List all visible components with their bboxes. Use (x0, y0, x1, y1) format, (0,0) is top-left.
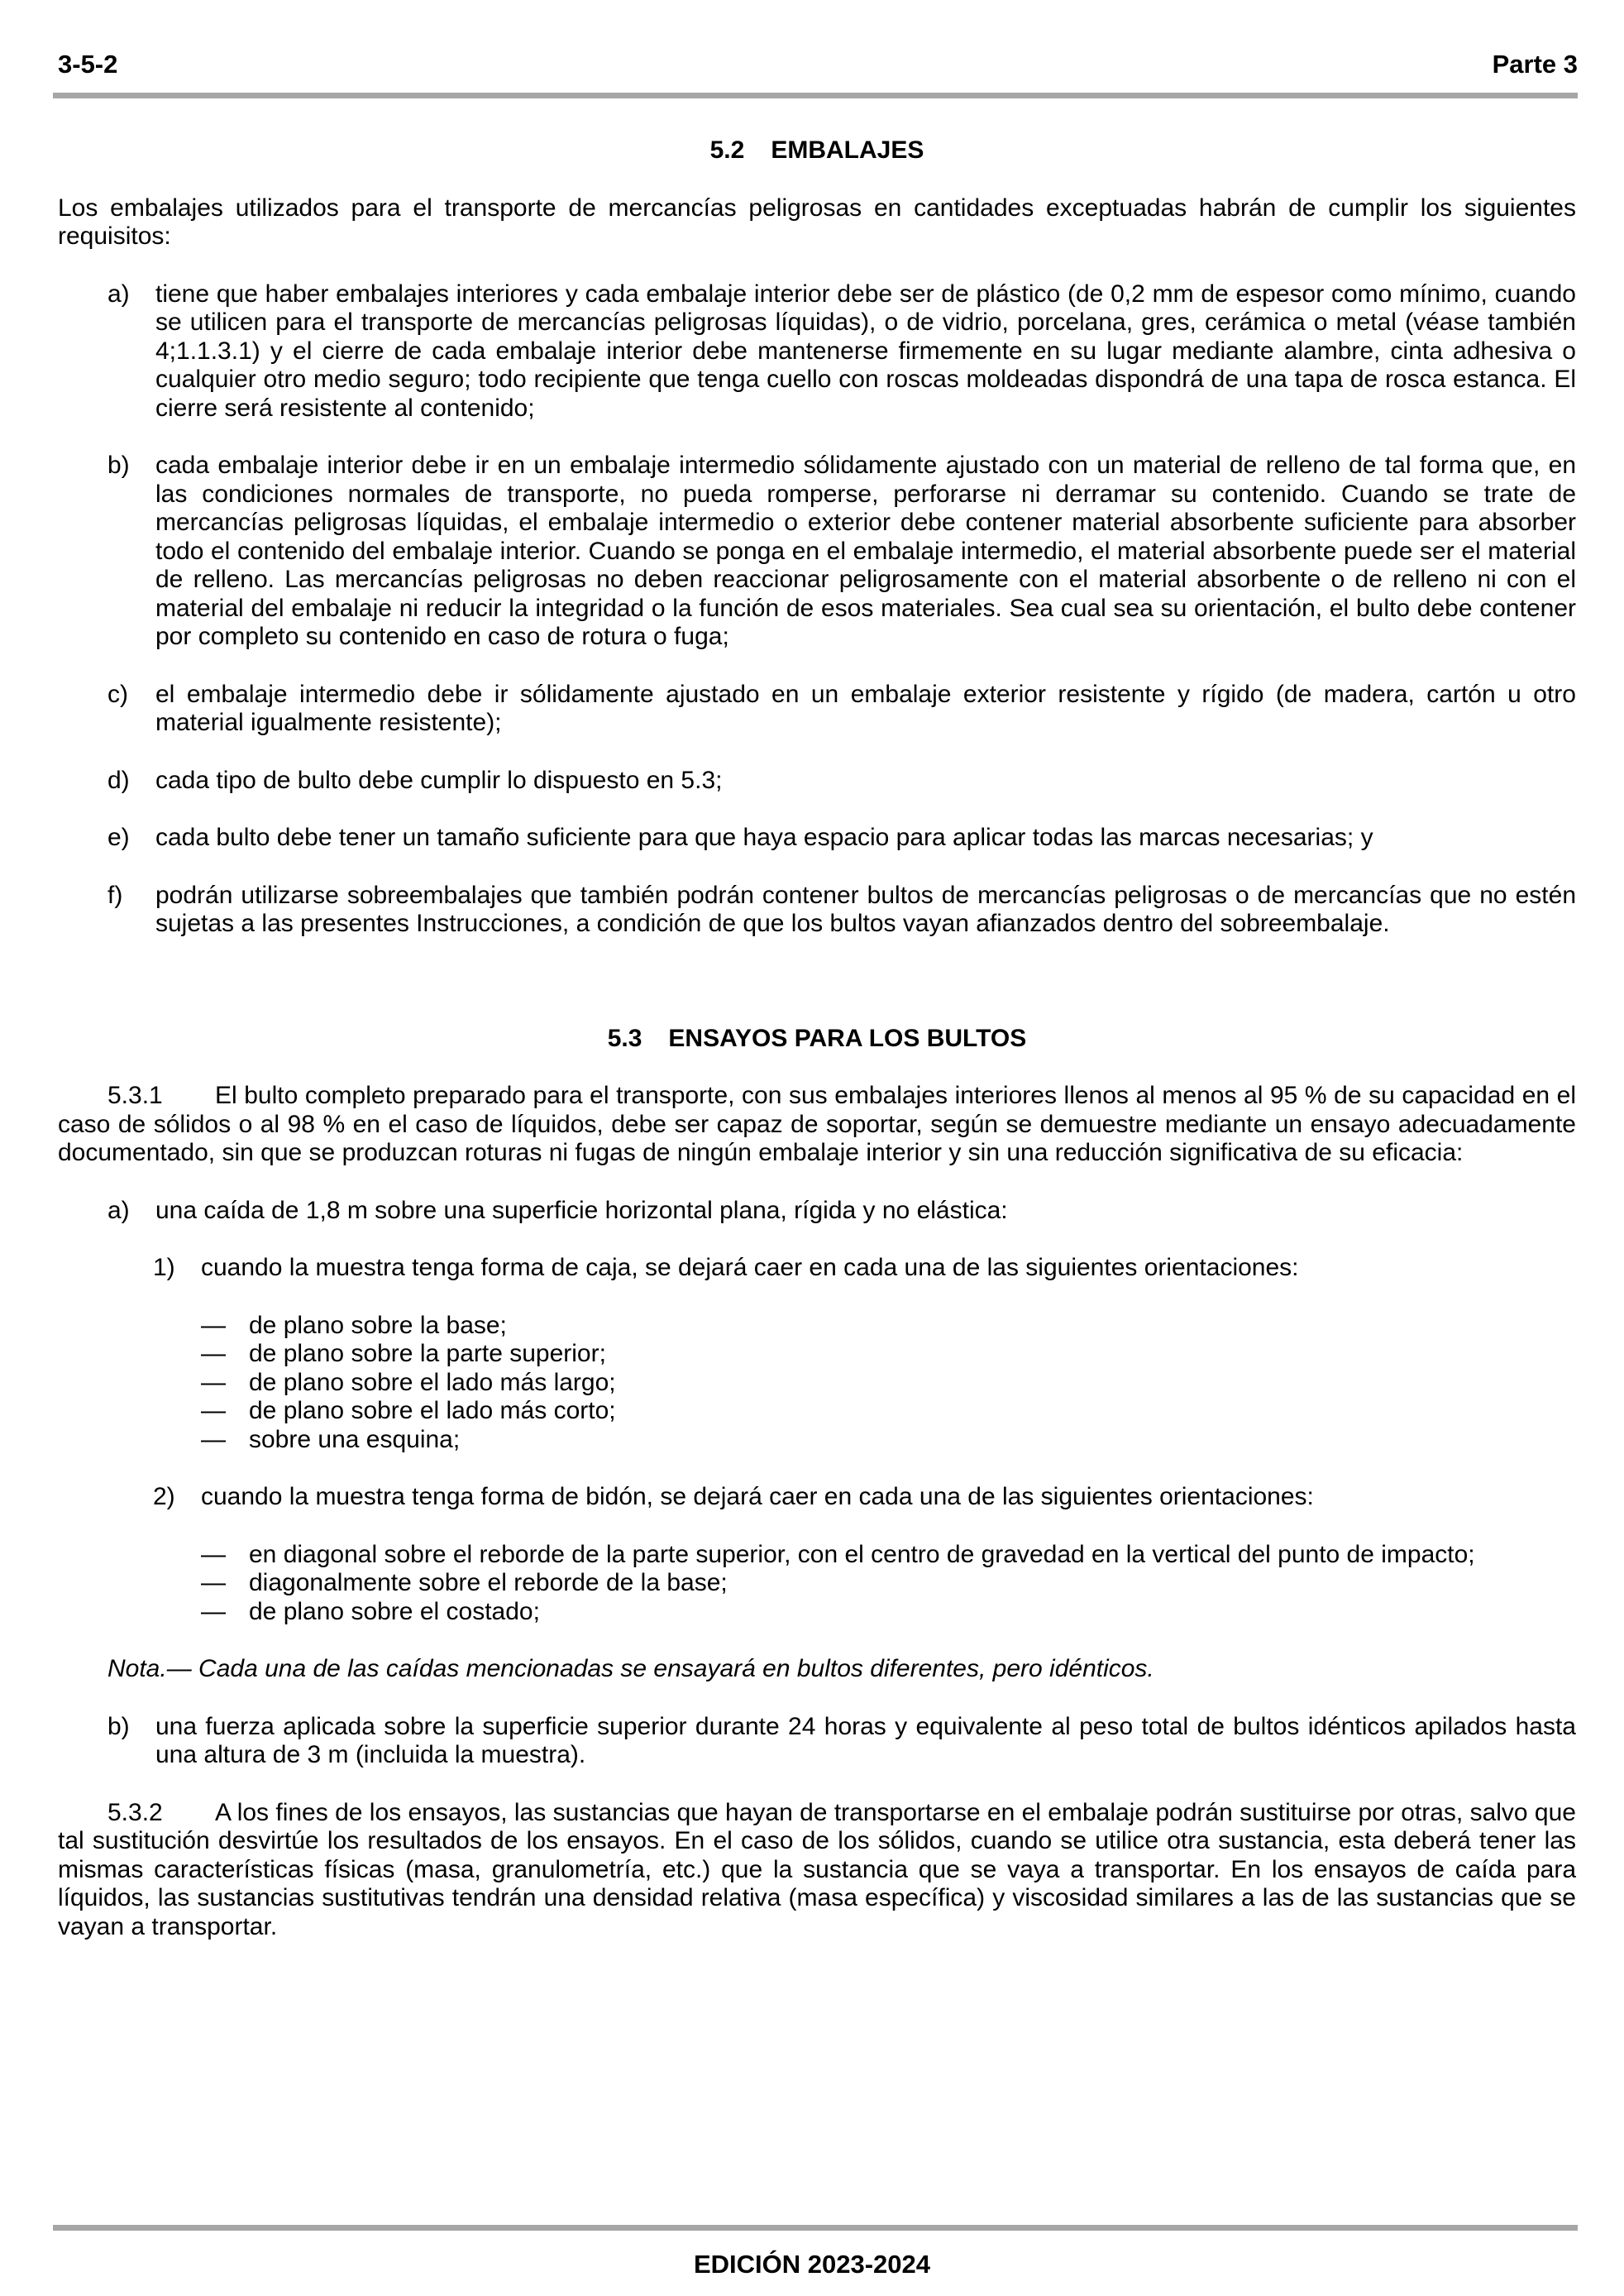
list-text: cuando la muestra tenga forma de caja, se dejará caer en cada una de las siguientes orientaciones: (201, 1254, 1299, 1281)
dash-mark: — (201, 1597, 226, 1625)
list-label: c) (107, 680, 128, 708)
paragraph-number: 5.3.1 (107, 1082, 163, 1109)
header-rule (53, 93, 1578, 98)
dash-mark: — (201, 1540, 226, 1568)
sub-item-1 (58, 1254, 1576, 1283)
paragraph-text: A los fines de los ensayos, las sustancias que hayan de transportarse en el embalaje podrán sustituirse por otras, salvo que tal sustitución desvirtúe los resultados de los ensayos. En el caso de los sólidos, cuando se utilice otra sustancia, esta deberá tener las mismas características físicas (masa, granulometría, etc.) que la sustancia que se vaya a transportar. En los ensayos de caída para líquidos, las sustancias sustitutivas tendrán una densidad relativa (masa específica) y viscosidad similares a las de las sustancias que se vayan a transportar. (58, 1798, 1576, 1940)
list-item-d (58, 767, 1576, 796)
section-5-2-intro: Los embalajes utilizados para el transporte de mercancías peligrosas en cantidades exceptuadas habrán de cumplir los siguientes requisitos: (58, 194, 1576, 250)
dash-text: de plano sobre el lado más largo; (249, 1368, 616, 1396)
list-label: a) (107, 280, 130, 308)
section-5-2-title (58, 136, 1576, 165)
dash-text: de plano sobre la parte superior; (249, 1340, 606, 1367)
section-5-3-title (58, 1025, 1576, 1054)
paragraph-number: 5.3.2 (107, 1798, 163, 1826)
dash-list-box (58, 1312, 1576, 1455)
dash-text: de plano sobre el costado; (249, 1597, 540, 1625)
list-item-e (58, 824, 1576, 853)
list-text: una fuerza aplicada sobre la superficie superior durante 24 horas y equivalente al peso total de bultos idénticos apilados hasta una altura de 3 m (incluida la muestra). (155, 1712, 1576, 1768)
dash-item (58, 1598, 1576, 1627)
list-label: 1) (153, 1254, 175, 1281)
paragraph-5-3-1 (58, 1082, 1576, 1168)
edition-footer: EDICIÓN 2023-2024 (693, 2250, 931, 2279)
list-text: cuando la muestra tenga forma de bidón, se dejará caer en cada una de las siguientes orientaciones: (201, 1483, 1314, 1510)
page-number: 3-5-2 (58, 50, 118, 79)
list-item-f (58, 882, 1576, 939)
dash-text: de plano sobre la base; (249, 1311, 507, 1339)
dash-item (58, 1397, 1576, 1426)
dash-text: diagonalmente sobre el reborde de la base; (249, 1569, 728, 1596)
dash-mark: — (201, 1397, 226, 1424)
dash-item (58, 1340, 1576, 1369)
list-text: cada embalaje interior debe ir en un embalaje intermedio sólidamente ajustado con un material de relleno de tal forma que, en las condiciones normales de transporte, no pueda romperse, perforarse ni derramar su contenido. Cuando se trate de mercancías peligrosas líquidas, el embalaje intermedio o exterior debe contener material absorbente suficiente para absorber todo el contenido del embalaje interior. Cuando se ponga en el embalaje intermedio, el material absorbente puede ser el material de relleno. Las mercancías peligrosas no deben reaccionar peligrosamente con el material absorbente o de relleno ni con el material del embalaje ni reducir la integridad o la función de esos materiales. Sea cual sea su orientación, el bulto debe contener por completo su contenido en caso de rotura o fuga; (155, 452, 1576, 650)
list-item-a (58, 280, 1576, 423)
list-text: cada bulto debe tener un tamaño suficiente para que haya espacio para aplicar todas las marcas necesarias; y (155, 824, 1373, 851)
dash-item (58, 1312, 1576, 1341)
list-label: a) (107, 1196, 130, 1224)
dash-item (58, 1541, 1576, 1570)
dash-mark: — (201, 1311, 226, 1339)
test-item-a (58, 1197, 1576, 1226)
dash-mark: — (201, 1368, 226, 1396)
list-label: 2) (153, 1483, 175, 1510)
dash-text: sobre una esquina; (249, 1425, 461, 1453)
list-text: una caída de 1,8 m sobre una superficie horizontal plana, rígida y no elástica: (155, 1196, 1008, 1224)
section-number: 5.2 (709, 136, 745, 164)
dash-item (58, 1369, 1576, 1398)
dash-mark: — (201, 1340, 226, 1367)
list-text: tiene que haber embalajes interiores y cada embalaje interior debe ser de plástico (de 0,2 mm de espesor como mínimo, cuando se utilicen para el transporte de mercancías peligrosas líquidas), o de vidrio, porcelana, gres, cerámica o metal (véase también 4;1.1.3.1) y el cierre de cada embalaje interior debe mantenerse firmemente en su lugar mediante alambre, cinta adhesiva o cualquier otro medio seguro; todo recipiente que tenga cuello con roscas moldeadas dispondrá de una tapa de rosca estanca. El cierre será resistente al contenido; (155, 280, 1576, 422)
section-heading: EMBALAJES (771, 136, 924, 164)
note: Nota.— Cada una de las caídas mencionadas se ensayará en bultos diferentes, pero idénticos. (107, 1655, 1154, 1682)
list-text: podrán utilizarse sobreembalajes que también podrán contener bultos de mercancías peligrosas o de mercancías que no estén sujetas a las presentes Instrucciones, a condición de que los bultos vayan afianzados dentro del sobreembalaje. (155, 881, 1576, 937)
section-number: 5.3 (607, 1024, 642, 1052)
list-label: d) (107, 766, 130, 794)
dash-text: en diagonal sobre el reborde de la parte superior, con el centro de gravedad en la vertical del punto de impacto; (249, 1540, 1475, 1568)
dash-mark: — (201, 1569, 226, 1596)
document-body (58, 136, 1576, 1941)
footer-rule (53, 2225, 1578, 2231)
list-label: b) (107, 1712, 130, 1740)
list-text: cada tipo de bulto debe cumplir lo dispuesto en 5.3; (155, 766, 723, 794)
test-item-b (58, 1713, 1576, 1770)
list-text: el embalaje intermedio debe ir sólidamente ajustado en un embalaje exterior resistente y rígido (de madera, cartón u otro material igualmente resistente); (155, 680, 1576, 736)
part-label: Parte 3 (1492, 50, 1578, 79)
section-heading: ENSAYOS PARA LOS BULTOS (668, 1024, 1027, 1052)
sub-item-2 (58, 1483, 1576, 1512)
list-label: e) (107, 824, 130, 851)
dash-list-drum (58, 1541, 1576, 1627)
list-label: b) (107, 452, 130, 479)
list-item-c (58, 681, 1576, 738)
dash-item (58, 1426, 1576, 1455)
dash-mark: — (201, 1425, 226, 1453)
dash-item (58, 1569, 1576, 1598)
dash-text: de plano sobre el lado más corto; (249, 1397, 616, 1424)
paragraph-text: El bulto completo preparado para el transporte, con sus embalajes interiores llenos al menos al 95 % de su capacidad en el caso de sólidos o al 98 % en el caso de líquidos, debe ser capaz de soportar, según se demuestre mediante un ensayo adecuadamente documentado, sin que se produzcan roturas ni fugas de ningún embalaje interior y sin una reducción significativa de su eficacia: (58, 1082, 1576, 1166)
paragraph-5-3-2 (58, 1799, 1576, 1942)
list-label: f) (107, 881, 123, 909)
list-item-b (58, 452, 1576, 652)
